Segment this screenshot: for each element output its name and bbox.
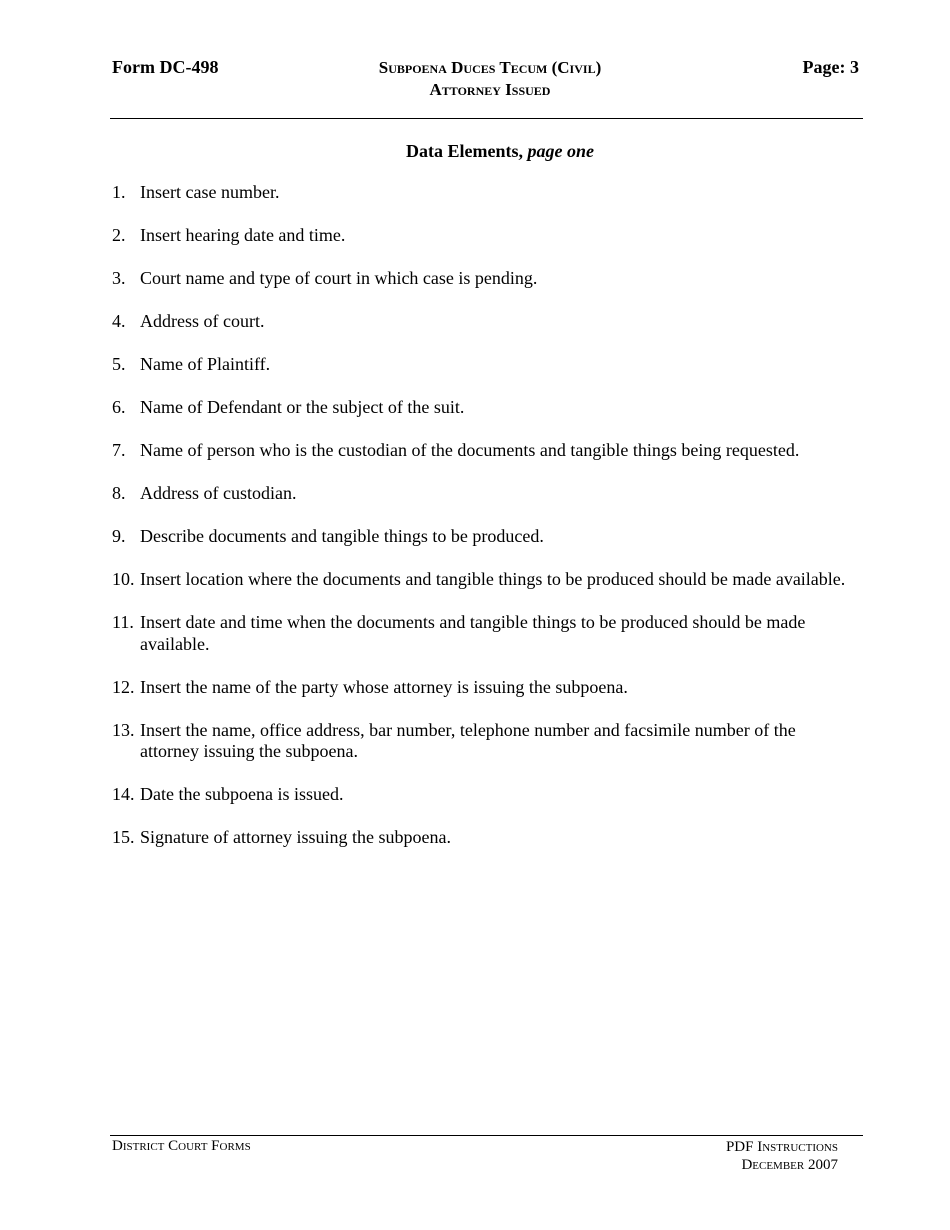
- item-number: 15.: [112, 827, 135, 847]
- item-text: Insert the name of the party whose attorney is issuing the subpoena.: [140, 676, 628, 697]
- form-title: [290, 57, 690, 101]
- page-number: Page: 3: [802, 57, 859, 77]
- item-number: 2.: [112, 225, 126, 245]
- item-text: Insert case number.: [140, 182, 280, 202]
- list-item: [112, 440, 852, 462]
- item-text: Name of person who is the custodian of the documents and tangible things being requested.: [140, 440, 800, 460]
- item-number: 8.: [112, 483, 126, 503]
- form-number: Form DC-498: [112, 57, 219, 77]
- section-heading-main: Data Elements,: [406, 141, 523, 161]
- item-text: Describe documents and tangible things to be produced.: [140, 526, 544, 546]
- item-number: 13.: [112, 719, 135, 740]
- list-item: [112, 784, 852, 806]
- data-elements-list: [112, 182, 852, 870]
- item-text: Address of custodian.: [140, 483, 297, 503]
- section-heading: [110, 141, 890, 162]
- item-number: 11.: [112, 612, 134, 632]
- list-item: [112, 483, 852, 505]
- item-text: Insert location where the documents and tangible things to be produced should be made available.: [140, 569, 846, 589]
- list-item: [112, 225, 852, 247]
- item-number: 9.: [112, 526, 126, 546]
- item-text: Name of Plaintiff.: [140, 354, 271, 374]
- item-text: Insert date and time when the documents and tangible things to be produced should be made available.: [140, 612, 806, 654]
- footer-right-line-1: PDF Instructions: [725, 1139, 838, 1155]
- footer-right-line-2: December 2007: [741, 1157, 838, 1173]
- item-number: 7.: [112, 440, 126, 460]
- list-item: [112, 526, 852, 548]
- item-text: Insert the name, office address, bar number, telephone number and facsimile number of the attorney issuing the subpoena.: [140, 719, 796, 761]
- form-title-line-1: Subpoena Duces Tecum (Civil): [378, 58, 602, 77]
- list-item: [112, 311, 852, 333]
- item-text: Address of court.: [140, 311, 265, 331]
- list-item: [112, 569, 852, 591]
- item-number: 14.: [112, 784, 135, 804]
- list-item: [112, 182, 852, 204]
- item-number: 12.: [112, 676, 135, 697]
- header-divider: [110, 118, 863, 119]
- list-item: [112, 268, 852, 290]
- footer-divider: [110, 1135, 863, 1136]
- item-text: Date the subpoena is issued.: [140, 784, 344, 804]
- item-text: Name of Defendant or the subject of the suit.: [140, 397, 465, 417]
- list-item: [112, 397, 852, 419]
- item-text: Court name and type of court in which case is pending.: [140, 268, 538, 288]
- list-item: [112, 720, 852, 763]
- footer-right-label: [726, 1138, 838, 1174]
- item-number: 4.: [112, 311, 126, 331]
- list-item: [112, 354, 852, 376]
- section-heading-emphasis: page one: [527, 141, 594, 161]
- list-item: [112, 677, 852, 699]
- list-item: [112, 612, 852, 655]
- footer-left-label: District Court Forms: [112, 1138, 251, 1154]
- list-item: [112, 827, 852, 849]
- item-text: Insert hearing date and time.: [140, 225, 346, 245]
- item-text: Signature of attorney issuing the subpoena.: [140, 827, 451, 847]
- form-title-line-2: Attorney Issued: [429, 80, 551, 99]
- item-number: 1.: [112, 182, 126, 202]
- item-number: 10.: [112, 569, 135, 589]
- item-number: 5.: [112, 354, 126, 374]
- item-number: 6.: [112, 397, 126, 417]
- item-number: 3.: [112, 268, 126, 288]
